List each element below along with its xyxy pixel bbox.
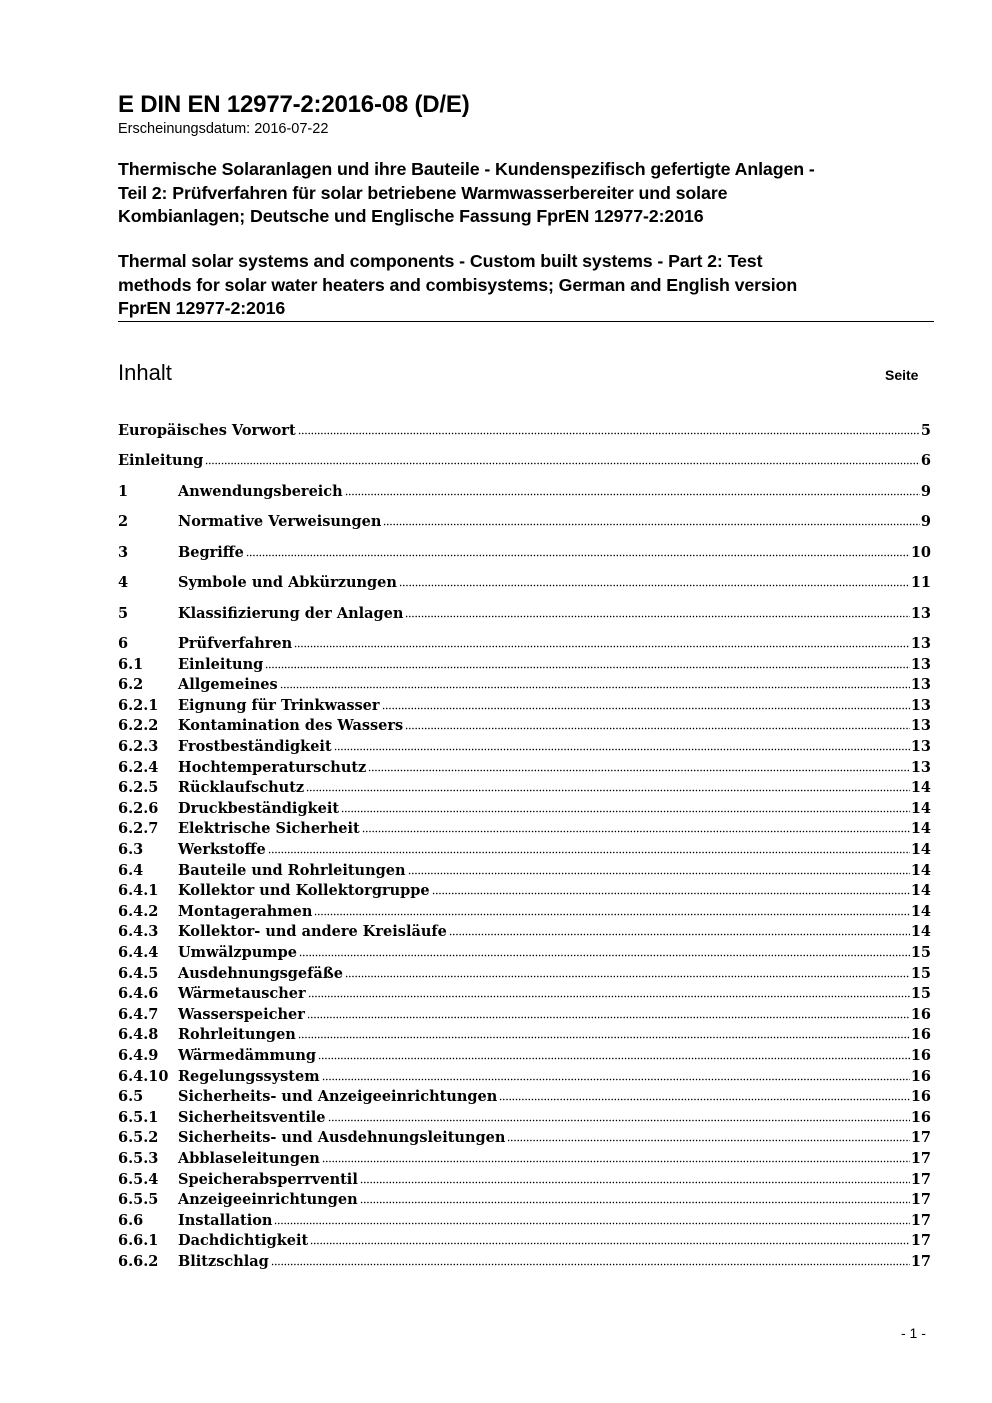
toc-entry-page: 16 — [910, 1026, 931, 1044]
toc-entry-title: Hochtemperaturschutz — [178, 758, 367, 776]
toc-entry-number: 6.4.3 — [118, 923, 159, 941]
toc-dot-leader — [294, 644, 910, 649]
toc-page-column-label: Seite — [885, 367, 919, 383]
toc-entry[interactable] — [118, 1210, 931, 1230]
toc-entry[interactable] — [118, 777, 931, 797]
toc-entry[interactable] — [118, 983, 931, 1003]
toc-entry-title: Sicherheits- und Ausdehnungsleitungen — [178, 1129, 506, 1147]
toc-dot-leader — [405, 726, 910, 731]
toc-entry-number: 6.2.5 — [118, 779, 159, 797]
toc-dot-leader — [308, 994, 910, 999]
toc-entry-title: Ausdehnungsgefäße — [178, 964, 344, 982]
toc-entry-title: Anwendungsbereich — [178, 483, 343, 500]
toc-entry-number: 6 — [118, 635, 129, 652]
toc-dot-leader — [328, 1118, 910, 1123]
toc-dot-leader — [310, 1241, 910, 1246]
toc-dot-leader — [432, 891, 910, 896]
toc-entry-title: Einleitung — [118, 452, 204, 469]
toc-entry[interactable] — [118, 921, 931, 941]
toc-dot-leader — [368, 768, 910, 773]
toc-entry[interactable] — [118, 1024, 931, 1044]
toc-entry-title: Symbole und Abkürzungen — [178, 574, 397, 591]
toc-entry-page: 17 — [910, 1191, 931, 1209]
toc-entry-page: 13 — [910, 676, 931, 694]
toc-entry-page: 13 — [910, 605, 931, 622]
toc-entry-number: 6.2.7 — [118, 820, 159, 838]
toc-entry-title: Anzeigeeinrichtungen — [178, 1191, 358, 1209]
toc-entry-number: 6.5.3 — [118, 1150, 159, 1167]
toc-entry[interactable] — [118, 450, 931, 470]
toc-entry-number: 6.4.10 — [118, 1067, 169, 1085]
toc-dot-leader — [499, 1097, 910, 1102]
toc-entry-number: 6.2.4 — [118, 758, 159, 776]
toc-entry-page: 9 — [920, 513, 931, 530]
toc-entry-title: Montagerahmen — [178, 902, 313, 920]
toc-dot-leader — [298, 431, 920, 436]
toc-entry-number: 6.5.4 — [118, 1170, 159, 1188]
toc-entry-title: Allgemeines — [178, 676, 278, 694]
toc-entry-title: Regelungssystem — [178, 1067, 320, 1085]
toc-dot-leader — [306, 788, 910, 793]
toc-entry-page: 16 — [910, 1047, 931, 1064]
toc-entry-title: Kontamination des Wassers — [178, 717, 404, 735]
toc-entry-number: 6.5.2 — [118, 1129, 159, 1147]
toc-dot-leader — [268, 850, 910, 855]
toc-entry[interactable] — [118, 839, 931, 859]
toc-entry[interactable] — [118, 695, 931, 715]
table-of-contents — [118, 0, 931, 1300]
toc-entry-number: 3 — [118, 544, 129, 561]
toc-entry-number: 4 — [118, 574, 129, 591]
toc-entry-number: 6.2.6 — [118, 799, 159, 817]
toc-entry-title: Druckbeständigkeit — [178, 799, 340, 817]
toc-dot-leader — [362, 829, 910, 834]
toc-entry[interactable] — [118, 1230, 931, 1250]
toc-dot-leader — [383, 522, 920, 527]
toc-dot-leader — [345, 974, 910, 979]
toc-heading: Inhalt — [118, 360, 172, 385]
toc-entry-title: Prüfverfahren — [178, 635, 293, 652]
toc-entry-title: Klassifizierung der Anlagen — [178, 605, 404, 622]
toc-dot-leader — [298, 1035, 910, 1040]
title-german-line: Thermische Solaranlagen und ihre Bauteile - Kundenspezifisch gefertigte Anlagen - — [118, 159, 815, 179]
toc-entry-title: Begriffe — [178, 544, 244, 561]
title-german-line: Kombianlagen; Deutsche und Englische Fassung FprEN 12977-2:2016 — [118, 206, 704, 226]
toc-entry-page: 13 — [910, 696, 931, 714]
toc-entry-page: 17 — [910, 1253, 931, 1270]
toc-entry[interactable] — [118, 1148, 931, 1168]
toc-entry-title: Europäisches Vorwort — [118, 422, 296, 439]
document-id: E DIN EN 12977-2:2016-08 (D/E) — [118, 91, 470, 118]
toc-entry-page: 14 — [910, 820, 931, 838]
toc-entry-title: Eignung für Trinkwasser — [178, 696, 380, 714]
toc-entry-title: Installation — [178, 1211, 273, 1229]
toc-entry-number: 6.4.1 — [118, 882, 159, 900]
toc-dot-leader — [449, 932, 910, 937]
toc-entry-title: Werkstoffe — [178, 841, 266, 858]
toc-entry[interactable] — [118, 1127, 931, 1147]
toc-entry-page: 16 — [910, 1005, 931, 1023]
toc-entry-page: 15 — [910, 964, 931, 982]
toc-dot-leader — [280, 685, 910, 690]
toc-dot-leader — [265, 665, 910, 670]
toc-entry-page: 11 — [910, 574, 931, 591]
toc-entry[interactable] — [118, 654, 931, 674]
toc-entry-page: 15 — [910, 944, 931, 961]
toc-dot-leader — [334, 747, 910, 752]
toc-entry-number: 6.6 — [118, 1211, 144, 1229]
toc-entry-page: 17 — [910, 1170, 931, 1188]
toc-entry-number: 6.2.2 — [118, 717, 159, 735]
toc-entry[interactable] — [118, 818, 931, 838]
toc-entry-page: 13 — [910, 758, 931, 776]
toc-dot-leader — [205, 461, 920, 466]
toc-entry-title: Wasserspeicher — [178, 1005, 305, 1023]
toc-entry-title: Abblaseleitungen — [178, 1150, 320, 1167]
page-number: - 1 - — [901, 1325, 926, 1341]
toc-dot-leader — [345, 492, 920, 497]
toc-entry-page: 17 — [910, 1150, 931, 1167]
toc-entry-page: 5 — [920, 422, 931, 439]
toc-entry-title: Speicherabsperrventil — [178, 1170, 358, 1188]
toc-dot-leader — [299, 953, 910, 958]
toc-dot-leader — [274, 1221, 909, 1226]
toc-entry[interactable] — [118, 1004, 931, 1024]
toc-entry-title: Normative Verweisungen — [178, 513, 382, 530]
toc-entry-title: Einleitung — [178, 655, 264, 673]
toc-entry[interactable] — [118, 633, 931, 653]
toc-entry-page: 14 — [910, 902, 931, 920]
toc-entry[interactable] — [118, 1045, 931, 1065]
toc-entry-page: 9 — [920, 483, 931, 500]
toc-entry[interactable] — [118, 1169, 931, 1189]
toc-entry[interactable] — [118, 798, 931, 818]
toc-entry-number: 6.6.2 — [118, 1253, 159, 1270]
toc-entry[interactable] — [118, 542, 931, 562]
toc-entry-number: 6.4.2 — [118, 902, 159, 920]
toc-entry-page: 14 — [910, 841, 931, 858]
toc-entry-number: 1 — [118, 483, 129, 500]
toc-entry[interactable] — [118, 715, 931, 735]
toc-entry-title: Bauteile und Rohrleitungen — [178, 861, 406, 879]
title-english-line: Thermal solar systems and components - Custom built systems - Part 2: Test — [118, 251, 763, 271]
toc-entry[interactable] — [118, 674, 931, 694]
toc-entry[interactable] — [118, 572, 931, 592]
toc-entry-number: 6.3 — [118, 841, 144, 858]
toc-dot-leader — [341, 809, 910, 814]
toc-entry-title: Wärmedämmung — [178, 1047, 317, 1064]
toc-entry-number: 6.5 — [118, 1088, 144, 1106]
title-english-line: FprEN 12977-2:2016 — [118, 298, 286, 318]
toc-entry-page: 13 — [910, 655, 931, 673]
toc-dot-leader — [322, 1077, 910, 1082]
toc-entry-number: 6.4.4 — [118, 944, 159, 961]
toc-entry-title: Sicherheitsventile — [178, 1108, 326, 1126]
toc-entry[interactable] — [118, 860, 931, 880]
toc-entry-number: 6.4.7 — [118, 1005, 159, 1023]
toc-entry-page: 14 — [910, 861, 931, 879]
toc-entry-number: 6.4 — [118, 861, 144, 879]
toc-entry-title: Frostbeständigkeit — [178, 738, 332, 755]
toc-dot-leader — [322, 1159, 910, 1164]
toc-entry-title: Elektrische Sicherheit — [178, 820, 360, 838]
toc-entry[interactable] — [118, 901, 931, 921]
toc-entry-page: 13 — [910, 738, 931, 755]
toc-entry-number: 6.4.6 — [118, 985, 159, 1003]
toc-dot-leader — [271, 1262, 910, 1267]
toc-entry-title: Kollektor- und andere Kreisläufe — [178, 923, 447, 941]
toc-entry-number: 6.4.5 — [118, 964, 159, 982]
toc-entry-page: 16 — [910, 1067, 931, 1085]
toc-entry-number: 6.4.9 — [118, 1047, 159, 1064]
toc-entry-number: 2 — [118, 513, 129, 530]
toc-entry-number: 6.2.1 — [118, 696, 159, 714]
toc-entry-page: 13 — [910, 635, 931, 652]
toc-dot-leader — [314, 912, 909, 917]
toc-entry[interactable] — [118, 420, 931, 440]
toc-entry-page: 14 — [910, 882, 931, 900]
toc-dot-leader — [360, 1180, 910, 1185]
toc-entry[interactable] — [118, 1251, 931, 1271]
toc-entry-title: Dachdichtigkeit — [178, 1232, 309, 1250]
toc-entry[interactable] — [118, 1066, 931, 1086]
toc-entry-page: 14 — [910, 799, 931, 817]
toc-dot-leader — [360, 1200, 910, 1205]
toc-entry[interactable] — [118, 757, 931, 777]
toc-entry-page: 13 — [910, 717, 931, 735]
toc-entry-title: Kollektor und Kollektorgruppe — [178, 882, 430, 900]
toc-entry-page: 15 — [910, 985, 931, 1003]
toc-dot-leader — [405, 614, 909, 619]
toc-entry[interactable] — [118, 603, 931, 623]
title-english-line: methods for solar water heaters and combisystems; German and English version — [118, 274, 798, 295]
toc-entry[interactable] — [118, 942, 931, 962]
toc-entry[interactable] — [118, 481, 931, 501]
toc-entry[interactable] — [118, 736, 931, 756]
toc-dot-leader — [307, 1015, 910, 1020]
toc-entry-page: 6 — [920, 452, 931, 469]
toc-entry-number: 6.6.1 — [118, 1232, 159, 1250]
toc-entry-page: 14 — [910, 779, 931, 797]
toc-entry-number: 6.5.1 — [118, 1108, 159, 1126]
toc-dot-leader — [246, 553, 910, 558]
toc-entry-title: Blitzschlag — [178, 1253, 269, 1270]
toc-entry[interactable] — [118, 1107, 931, 1127]
toc-dot-leader — [507, 1138, 909, 1143]
toc-entry-page: 17 — [910, 1129, 931, 1147]
toc-dot-leader — [318, 1056, 910, 1061]
toc-entry-page: 17 — [910, 1211, 931, 1229]
toc-entry-page: 17 — [910, 1232, 931, 1250]
toc-entry-title: Sicherheits- und Anzeigeeinrichtungen — [178, 1088, 498, 1106]
toc-entry-page: 16 — [910, 1108, 931, 1126]
toc-entry-number: 5 — [118, 605, 129, 622]
toc-entry-number: 6.2.3 — [118, 738, 159, 755]
toc-entry[interactable] — [118, 1086, 931, 1106]
toc-entry-title: Rücklaufschutz — [178, 779, 305, 797]
toc-entry-title: Rohrleitungen — [178, 1026, 296, 1044]
toc-entry-number: 6.1 — [118, 655, 144, 673]
toc-entry-page: 10 — [910, 544, 931, 561]
toc-dot-leader — [399, 583, 910, 588]
toc-entry-number: 6.2 — [118, 676, 144, 694]
toc-entry-number: 6.5.5 — [118, 1191, 159, 1209]
toc-entry[interactable] — [118, 511, 931, 531]
toc-entry[interactable] — [118, 880, 931, 900]
toc-entry-page: 16 — [910, 1088, 931, 1106]
publication-date: Erscheinungsdatum: 2016-07-22 — [118, 121, 329, 137]
toc-entry-number: 6.4.8 — [118, 1026, 159, 1044]
toc-dot-leader — [382, 706, 910, 711]
title-german-line: Teil 2: Prüfverfahren für solar betriebene Warmwasserbereiter und solare — [118, 182, 728, 203]
toc-dot-leader — [408, 871, 910, 876]
toc-entry[interactable] — [118, 1189, 931, 1209]
toc-entry-page: 14 — [910, 923, 931, 941]
toc-entry-title: Umwälzpumpe — [178, 944, 297, 961]
toc-entry-title: Wärmetauscher — [178, 985, 306, 1003]
toc-entry[interactable] — [118, 963, 931, 983]
